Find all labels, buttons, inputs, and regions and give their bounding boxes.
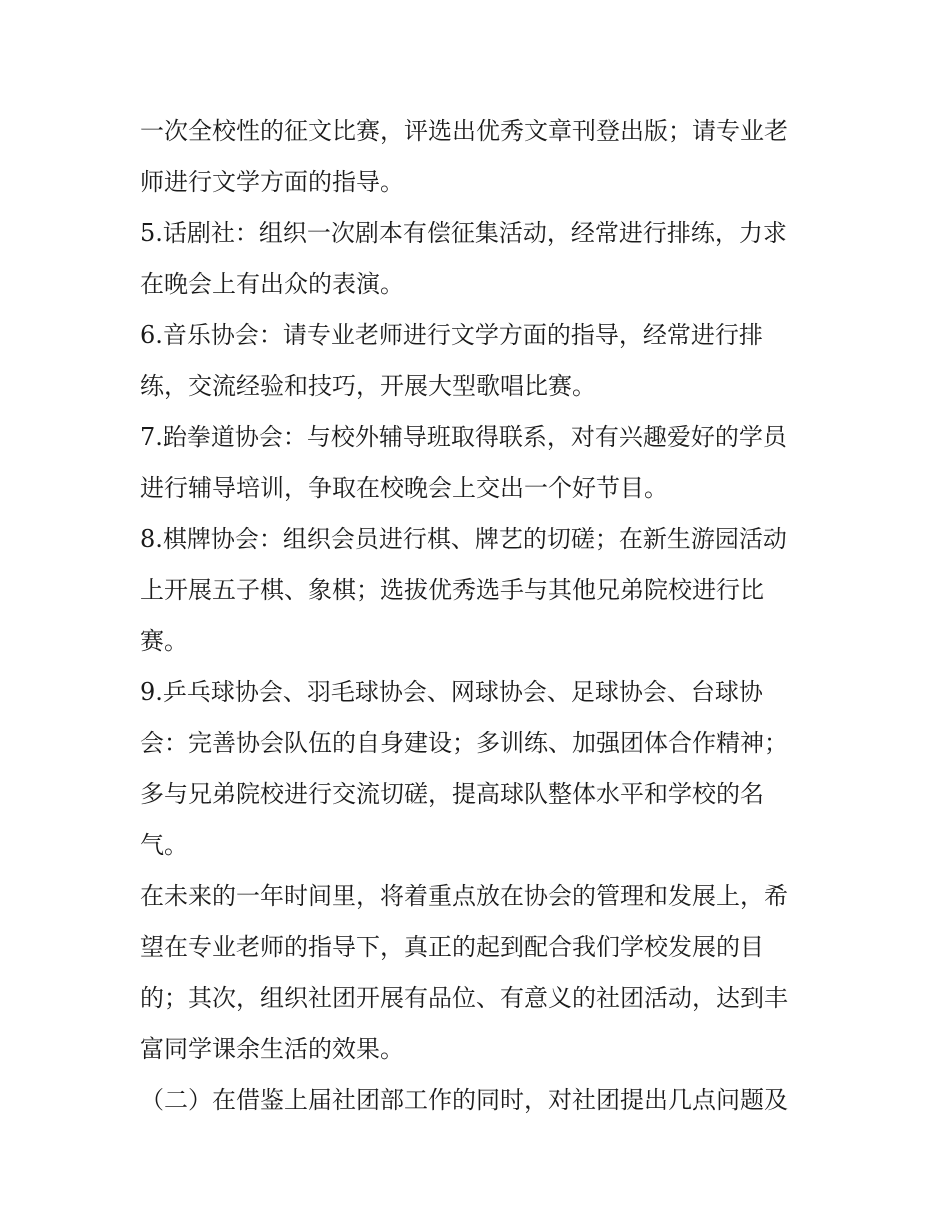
text-line: 赛。 bbox=[140, 627, 188, 655]
paragraph-ball-sports-associations bbox=[140, 667, 820, 871]
paragraph-music-association bbox=[140, 310, 820, 412]
text-line: 一次全校性的征文比赛，评选出优秀文章刊登出版；请专业老 bbox=[140, 117, 788, 145]
text-line: 在晚会上有出众的表演。 bbox=[140, 270, 404, 298]
text-line: 9.乒乓球协会、羽毛球协会、网球协会、足球协会、台球协 bbox=[140, 678, 763, 706]
text-line: 师进行文学方面的指导。 bbox=[140, 168, 404, 196]
paragraph-drama-club bbox=[140, 208, 820, 310]
text-line: 练，交流经验和技巧，开展大型歌唱比赛。 bbox=[140, 372, 596, 400]
text-line: 8.棋牌协会：组织会员进行棋、牌艺的切磋；在新生游园活动 bbox=[140, 525, 787, 553]
paragraph-essay-contest bbox=[140, 106, 820, 208]
text-line: 进行辅导培训，争取在校晚会上交出一个好节目。 bbox=[140, 474, 668, 502]
text-line: 7.跆拳道协会：与校外辅导班取得联系，对有兴趣爱好的学员 bbox=[140, 423, 787, 451]
paragraph-section-two-heading bbox=[140, 1075, 820, 1126]
paragraph-future-plan bbox=[140, 871, 820, 1075]
text-line: 上开展五子棋、象棋；选拔优秀选手与其他兄弟院校进行比 bbox=[140, 576, 764, 604]
text-line: 会：完善协会队伍的自身建设；多训练、加强团体合作精神； bbox=[140, 729, 788, 757]
text-line: 6.音乐协会：请专业老师进行文学方面的指导，经常进行排 bbox=[140, 321, 763, 349]
text-line: 望在专业老师的指导下，真正的起到配合我们学校发展的目 bbox=[140, 933, 764, 961]
text-line: （二）在借鉴上届社团部工作的同时，对社团提出几点问题及 bbox=[140, 1086, 788, 1114]
text-line: 富同学课余生活的效果。 bbox=[140, 1035, 404, 1063]
paragraph-taekwondo-association bbox=[140, 412, 820, 514]
text-line: 在未来的一年时间里，将着重点放在协会的管理和发展上，希 bbox=[140, 882, 788, 910]
paragraph-chess-association bbox=[140, 514, 820, 667]
text-line: 多与兄弟院校进行交流切磋，提高球队整体水平和学校的名 bbox=[140, 780, 764, 808]
text-line: 气。 bbox=[140, 831, 188, 859]
text-line: 5.话剧社：组织一次剧本有偿征集活动，经常进行排练，力求 bbox=[140, 219, 787, 247]
text-line: 的；其次，组织社团开展有品位、有意义的社团活动，达到丰 bbox=[140, 984, 788, 1012]
document-body bbox=[140, 106, 820, 1126]
